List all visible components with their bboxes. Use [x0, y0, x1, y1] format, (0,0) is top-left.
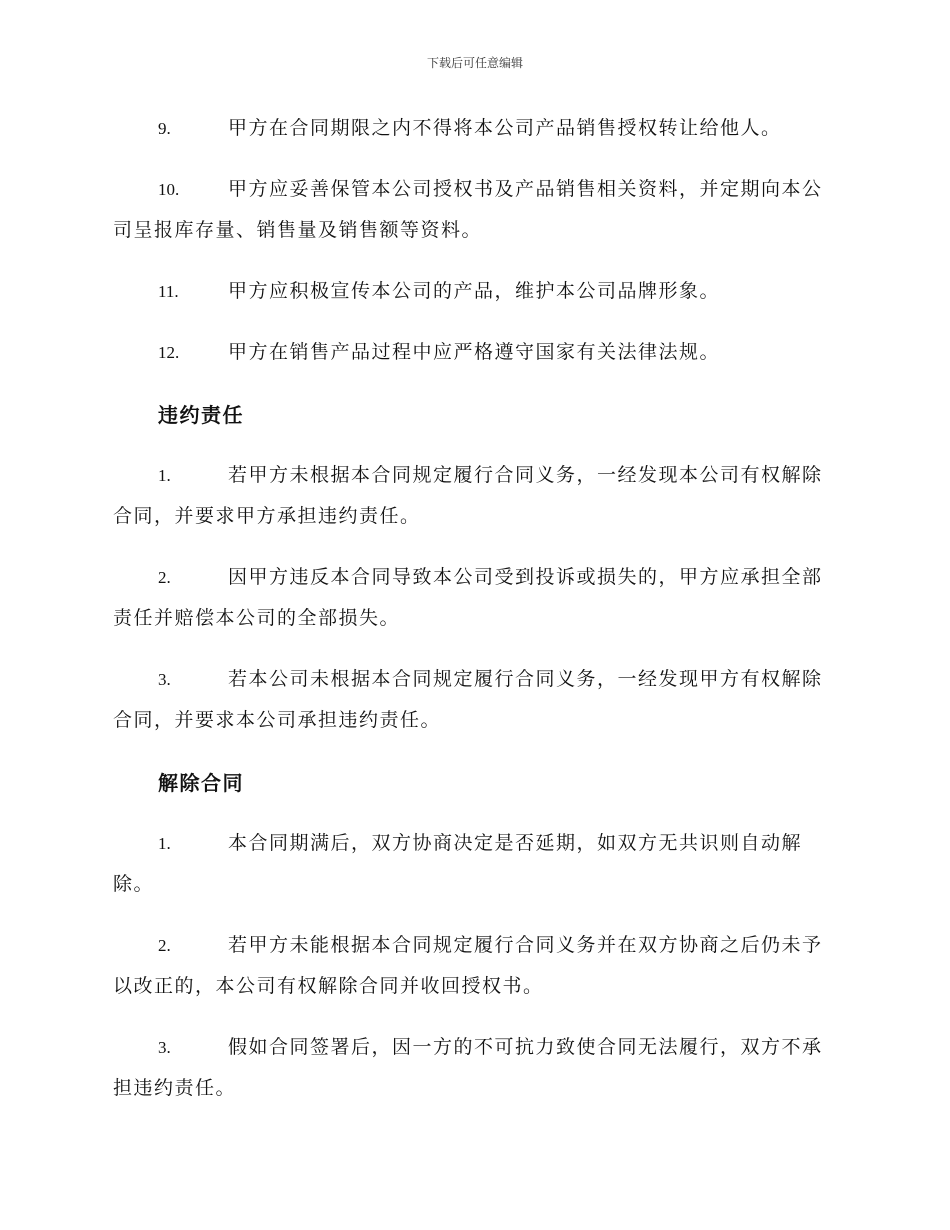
termination-clause-1 [113, 823, 835, 905]
clause-text: 甲方在合同期限之内不得将本公司产品销售授权转让给他人。 [228, 117, 782, 139]
clause-number: 2. [158, 936, 171, 955]
clause-text: 若甲方未能根据本合同规定履行合同义务并在双方协商之后仍未予以改正的，本公司有权解除合同并收回授权书。 [113, 934, 823, 997]
clause-9 [113, 108, 835, 149]
clause-number: 9. [158, 119, 171, 138]
clause-number: 1. [158, 466, 171, 485]
clause-number: 11. [158, 282, 179, 301]
clause-text: 甲方在销售产品过程中应严格遵守国家有关法律法规。 [228, 341, 721, 363]
clause-text: 甲方应积极宣传本公司的产品，维护本公司品牌形象。 [228, 280, 721, 302]
clause-number: 2. [158, 568, 171, 587]
clause-text: 假如合同签署后，因一方的不可抗力致使合同无法履行，双方不承担违约责任。 [113, 1036, 823, 1099]
clause-number: 1. [158, 834, 171, 853]
clause-text: 若本公司未根据本合同规定履行合同义务，一经发现甲方有权解除合同，并要求本公司承担违约责任。 [113, 668, 823, 731]
clause-number: 10. [158, 180, 180, 199]
breach-clause-1 [113, 455, 835, 537]
breach-clause-2 [113, 557, 835, 639]
clause-12 [113, 332, 835, 373]
clause-text: 本合同期满后，双方协商决定是否延期，如双方无共识则自动解除。 [113, 832, 803, 895]
termination-clause-3 [113, 1027, 835, 1109]
breach-clause-3 [113, 659, 835, 741]
clause-text: 若甲方未根据本合同规定履行合同义务，一经发现本公司有权解除合同，并要求甲方承担违约责任。 [113, 464, 823, 527]
section-heading-termination: 解除合同 [158, 771, 244, 795]
clause-number: 12. [158, 343, 180, 362]
clause-text: 因甲方违反本合同导致本公司受到投诉或损失的，甲方应承担全部责任并赔偿本公司的全部损失。 [113, 566, 823, 629]
clause-10 [113, 169, 835, 251]
termination-clause-2 [113, 925, 835, 1007]
clause-text: 甲方应妥善保管本公司授权书及产品销售相关资料，并定期向本公司呈报库存量、销售量及销售额等资料。 [113, 178, 823, 241]
section-heading-breach: 违约责任 [158, 403, 244, 427]
clause-11 [113, 271, 835, 312]
clause-number: 3. [158, 670, 171, 689]
document-body [113, 108, 835, 1129]
page-header: 下载后可任意编辑 [426, 56, 523, 70]
clause-number: 3. [158, 1038, 171, 1057]
